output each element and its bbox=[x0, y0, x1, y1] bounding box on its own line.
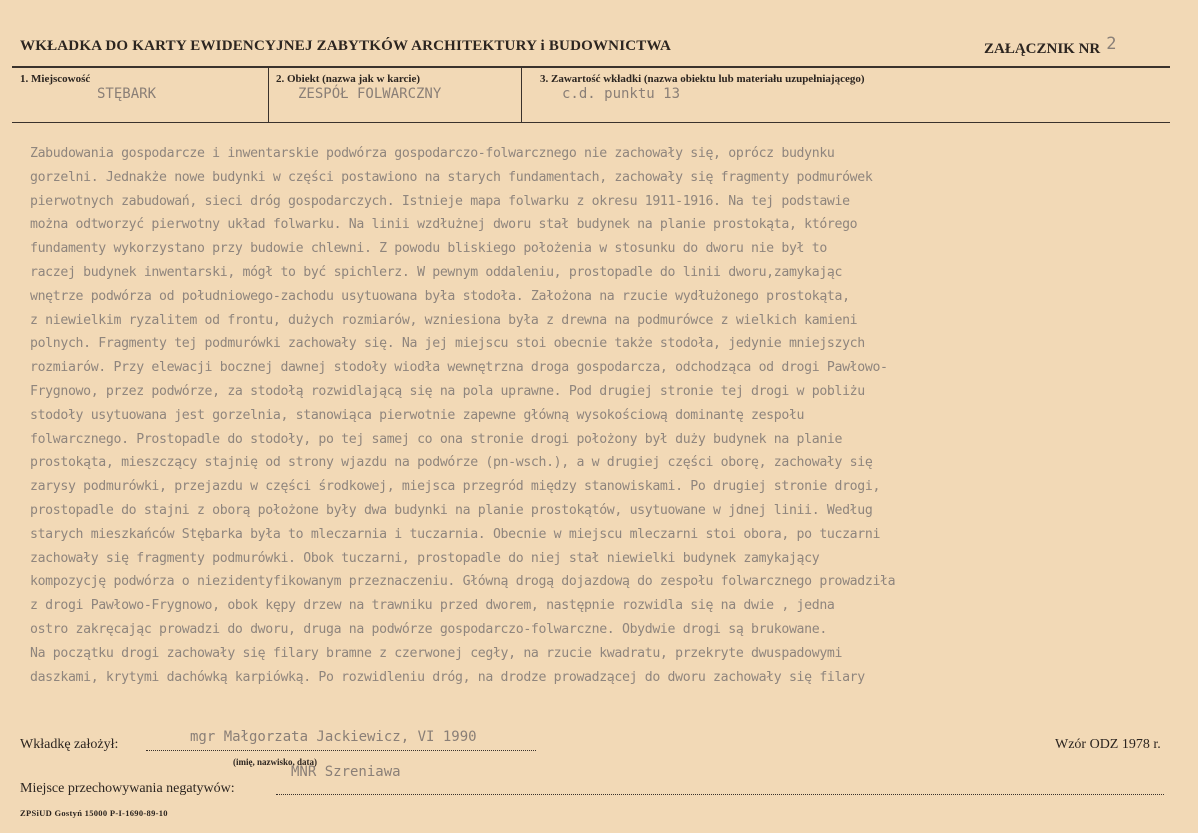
body-line: fundamenty wykorzystano przy budowie chlewni. Z powodu bliskiego położenia w stosunku do dworu nie był to bbox=[30, 241, 827, 257]
body-line: z drogi Pawłowo-Frygnowo, obok kępy drzew na trawniku przed dworem, następnie rozwidla się na dwie , jedna bbox=[30, 598, 835, 614]
body-line: daszkami, krytymi dachówką karpiówką. Po rozwidleniu dróg, na drodze prowadzącej do dworu zachowały się filary bbox=[30, 669, 865, 685]
body-line: rozmiarów. Przy elewacji bocznej dawnej stodoły wiodła wewnętrzna droga gospodarcza, odchodząca od drogi Pawłowo- bbox=[30, 360, 888, 376]
body-line: ostro zakręcając prowadzi do dworu, druga na podwórze gospodarczo-folwarczne. Obydwie drogi są brukowane. bbox=[30, 621, 827, 637]
contents-label: 3. Zawartość wkładki (nazwa obiektu lub materiału uzupełniającego) bbox=[540, 73, 865, 85]
attachment-value: 2 bbox=[1106, 34, 1117, 54]
body-line: zarysy podmurówki, przejazdu w części środkowej, miejsca przegród między stanowiskami. Po drugiej stronie drogi, bbox=[30, 479, 881, 495]
object-label: 2. Obiekt (nazwa jak w karcie) bbox=[276, 73, 421, 85]
form-id: Wzór ODZ 1978 r. bbox=[1055, 737, 1161, 752]
contents-value: c.d. punktu 13 bbox=[562, 86, 681, 102]
author-label: Wkładkę założył: bbox=[20, 737, 119, 752]
typed-description bbox=[30, 142, 1180, 689]
object-value: ZESPÓŁ FOLWARCZNY bbox=[298, 86, 442, 102]
field-divider-2 bbox=[521, 66, 522, 123]
body-line: prostokąta, mieszczący stajnię od strony wjazdu na podwórze (pn-wsch.), a w drugiej części oborę, zachowały się bbox=[30, 455, 873, 471]
body-line: kompozycję podwórza o niezidentyfikowanym przeznaczeniu. Główną drogą dojazdową do zespołu folwarcznego prowadziła bbox=[30, 574, 896, 590]
body-line: pierwotnych zabudowań, sieci dróg gospodarczych. Istnieje mapa folwarku z okresu 1911-1916. Na tej podstawie bbox=[30, 193, 850, 209]
body-line: polnych. Fragmenty tej podmurówki zachowały się. Na jej miejscu stoi obecnie także stodoła, jedynie mniejszych bbox=[30, 336, 865, 352]
body-line: gorzelni. Jednakże nowe budynki w części postawiono na starych fundamentach, zachowały się fragmenty podmurówek bbox=[30, 169, 873, 185]
body-line: Frygnowo, przez podwórze, za stodołą rozwidlającą się na pola uprawne. Pod drugiej stronie tej drogi w pobliżu bbox=[30, 383, 865, 399]
body-line: starych mieszkańców Stębarka była to mleczarnia i tuczarnia. Obecnie w miejscu mleczarni stoi obora, po tuczarni bbox=[30, 526, 881, 542]
body-line: można odtworzyć pierwotny układ folwarku. Na linii wzdłużnej dworu stał budynek na planie prostokąta, którego bbox=[30, 217, 858, 233]
body-line: z niewielkim ryzalitem od frontu, dużych rozmiarów, wzniesiona była z drewna na podmurówce z wielkich kamieni bbox=[30, 312, 858, 328]
body-line: stodoły usytuowana jest gorzelnia, stanowiąca pierwotnie zapewne główną wysokościową dominantę zespołu bbox=[30, 407, 805, 423]
attachment-label: ZAŁĄCZNIK NR bbox=[984, 41, 1101, 57]
body-line: zachowały się fragmenty podmurówki. Obok tuczarni, prostopadle do niej stał niewielki budynek zamykający bbox=[30, 550, 820, 566]
locality-value: STĘBARK bbox=[97, 86, 157, 102]
storage-line bbox=[276, 794, 1164, 795]
author-line bbox=[146, 750, 536, 751]
print-info: ZPSiUD Gostyń 15000 P-I-1690-89-10 bbox=[20, 808, 168, 818]
body-line: folwarcznego. Prostopadle do stodoły, po tej samej co ona stronie drogi położony był duży budynek na planie bbox=[30, 431, 843, 447]
card-title: WKŁADKA DO KARTY EWIDENCYJNEJ ZABYTKÓW ARCHITEKTURY i BUDOWNICTWA bbox=[20, 38, 672, 54]
body-line: raczej budynek inwentarski, mógł to być spichlerz. W pewnym oddaleniu, prostopadle do linii dworu,zamykając bbox=[30, 264, 843, 280]
field-divider-1 bbox=[268, 66, 269, 123]
body-line: Na początku drogi zachowały się filary bramne z czerwonej cegły, na rzucie kwadratu, przekryte dwuspadowymi bbox=[30, 645, 843, 661]
body-line: wnętrze podwórza od południowego-zachodu usytuowana była stodoła. Założona na rzucie wydłużonego prostokąta, bbox=[30, 288, 850, 304]
top-rule bbox=[12, 66, 1170, 68]
storage-label: Miejsce przechowywania negatywów: bbox=[20, 781, 235, 796]
locality-label: 1. Miejscowość bbox=[20, 73, 91, 85]
body-line: Zabudowania gospodarcze i inwentarskie podwórza gospodarczo-folwarcznego nie zachowały się, oprócz budynku bbox=[30, 146, 835, 161]
attachment-number bbox=[984, 34, 1117, 58]
body-line: prostopadle do stajni z oborą położone były dwa budynki na planie prostokątów, usytuowane w jdnej linii. Według bbox=[30, 502, 873, 518]
storage-value: MNR Szreniawa bbox=[291, 764, 401, 780]
author-value: mgr Małgorzata Jackiewicz, VI 1990 bbox=[190, 729, 477, 745]
author-hint: (imię, nazwisko, data) bbox=[233, 757, 317, 767]
header-box-bottom-rule bbox=[12, 122, 1170, 123]
